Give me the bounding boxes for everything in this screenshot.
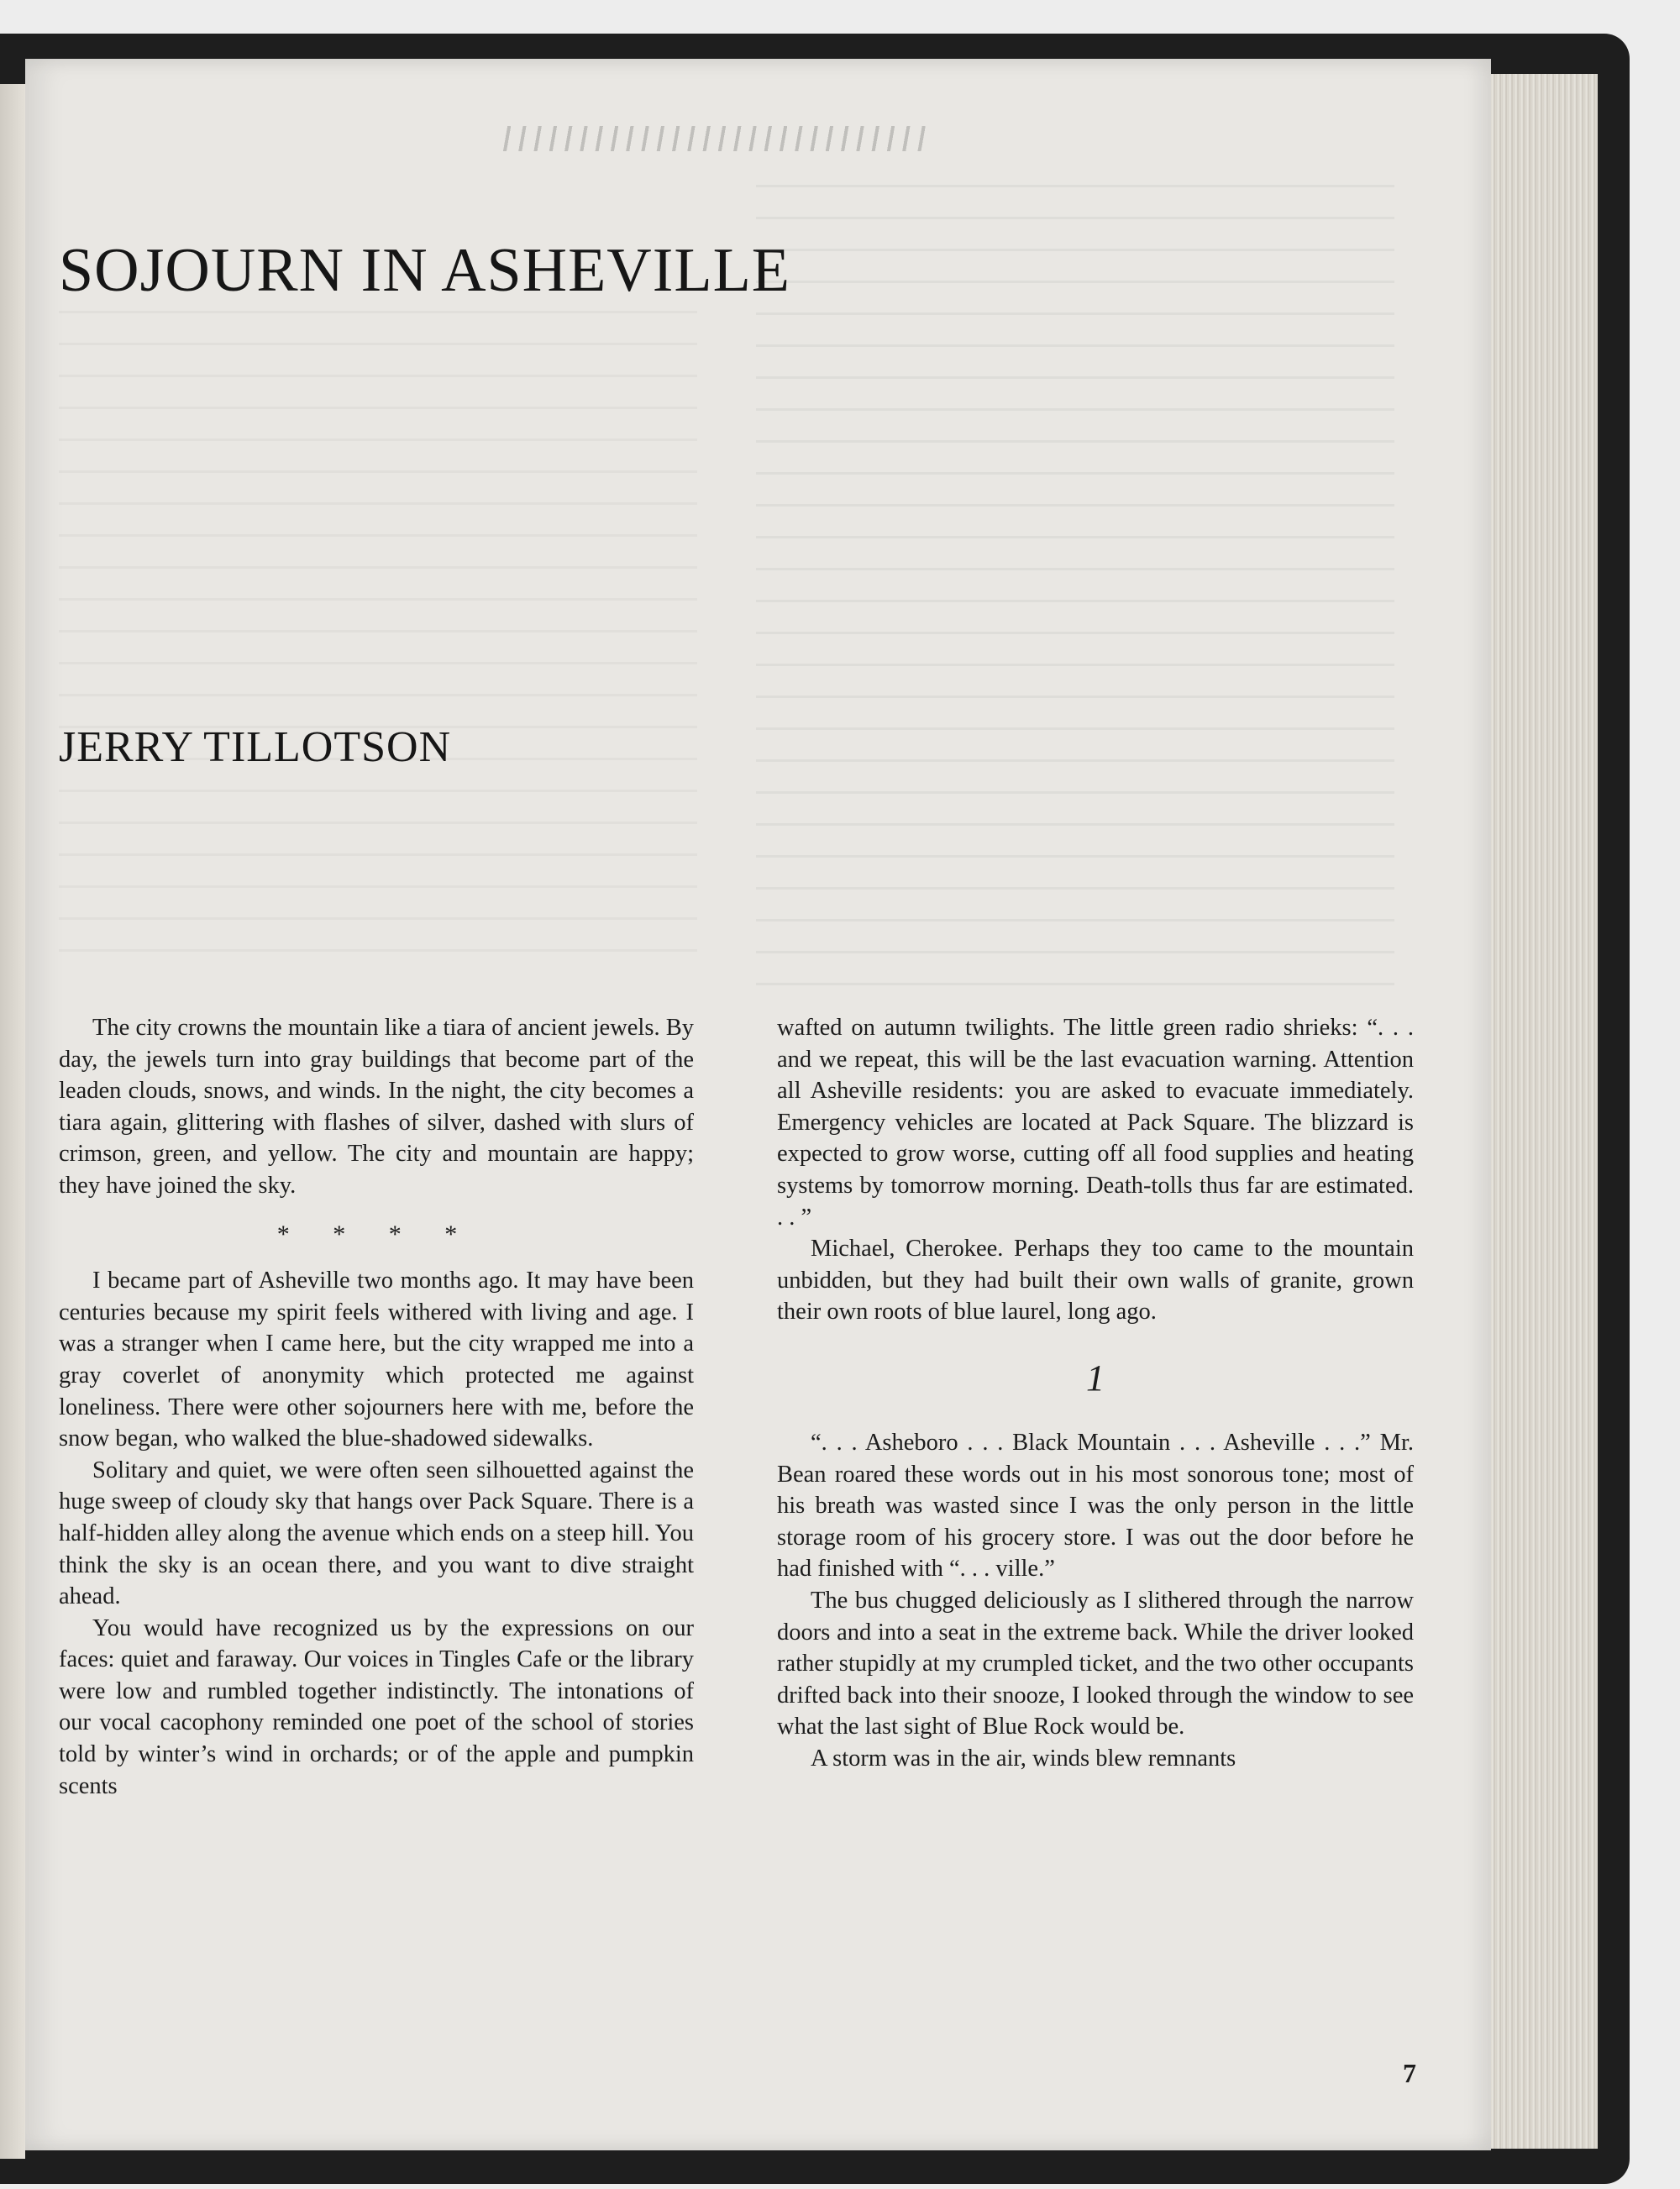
paragraph: wafted on autumn twilights. The little green radio shrieks: “. . . and we repeat, this will be the last evacuation warning. Attention all Asheville residents: you are asked to evacuate immediately. Emergency vehicles are located at Pack Square. The blizzard is expected to grow worse, cutting off all food supplies and heating systems by tomorrow morning. Death-tolls thus far are estimated. . . ”	[777, 1015, 1414, 1231]
paragraph: The city crowns the mountain like a tiara of ancient jewels. By day, the jewels turn into gray buildings that become part of the leaden clouds, snows, and winds. In the night, the city becomes a tiara again, glittering with flashes of silver, dashed with slurs of crimson, green, and yellow. The city and mountain are happy; they have joined the sky.	[59, 1015, 694, 1199]
section-separator: * * * *	[276, 1220, 476, 1248]
right-text-column	[777, 1012, 1414, 1774]
bleed-through-text-decoration	[756, 185, 1394, 991]
section-number: 1	[1086, 1357, 1105, 1399]
article-title: SOJOURN IN ASHEVILLE	[59, 236, 790, 305]
paragraph: The bus chugged deliciously as I slithered through the narrow doors and into a seat in the extreme back. While the driver looked rather stupidly at my crumpled ticket, and the two other occupants drifted back into their snooze, I looked through the window to see what the last sight of Blue Rock would be.	[777, 1587, 1414, 1740]
page-top-scuff-mark	[496, 126, 932, 151]
paragraph: You would have recognized us by the expressions on our faces: quiet and faraway. Our voices in Tingles Cafe or the library were low and rumbled together indistinctly. The intonations of our vocal cacophony reminded one poet of the school of stories told by winter’s wind in orchards; or of the apple and pumpkin scents	[59, 1614, 694, 1799]
paragraph: I became part of Asheville two months ago. It may have been centuries because my spirit feels withered with living and age. I was a stranger when I came here, but the city wrapped me into a gray coverlet of anonymity which protected me against loneliness. There were other sojourners here with me, before the snow began, who walked the blue-shadowed sidewalks.	[59, 1268, 694, 1452]
paragraph: Solitary and quiet, we were often seen silhouetted against the huge sweep of cloudy sky that hangs over Pack Square. There is a half-hidden alley along the avenue which ends on a steep hill. You think the sky is an ocean there, and you want to dive straight ahead.	[59, 1457, 694, 1610]
bleed-through-text-decoration-left	[59, 311, 697, 966]
book-page	[25, 59, 1491, 2150]
paragraph: Michael, Cherokee. Perhaps they too came to the mountain unbidden, but they had built their own walls of granite, grown their own roots of blue laurel, long ago.	[777, 1236, 1414, 1325]
paragraph: “. . . Asheboro . . . Black Mountain . . . Asheville . . .” Mr. Bean roared these words out in his most sonorous tone; most of his breath was wasted since I was the only person in the little storage room of his grocery store. I was out the door before he had finished with “. . . ville.”	[777, 1429, 1414, 1583]
left-text-column	[59, 1012, 694, 1802]
paragraph: A storm was in the air, winds blew remnants	[811, 1745, 1236, 1772]
page-block-edges	[1487, 74, 1598, 2149]
page-number: 7	[1403, 2058, 1416, 2088]
facing-page-edge	[0, 84, 25, 2159]
author-name: JERRY TILLOTSON	[59, 723, 452, 771]
